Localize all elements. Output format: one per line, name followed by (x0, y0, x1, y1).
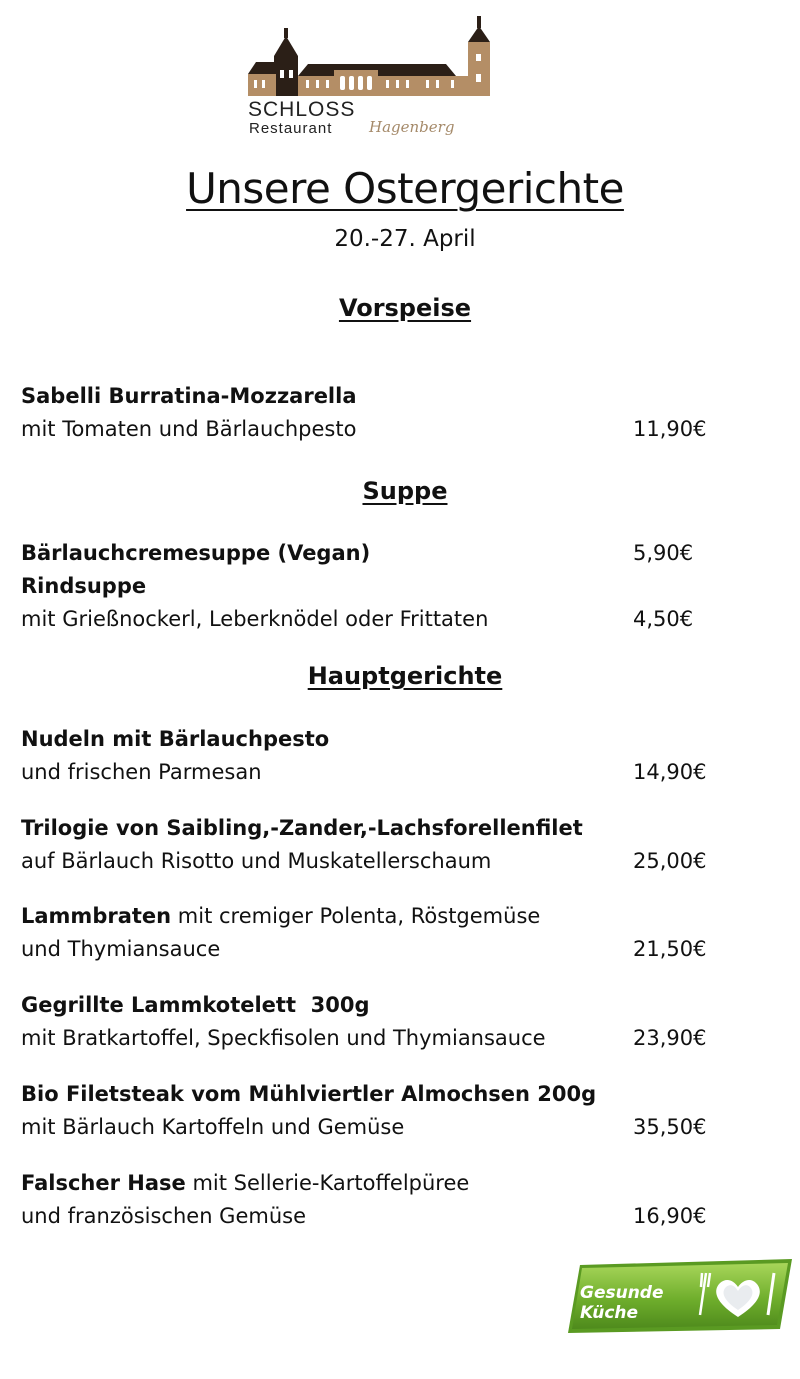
dish-description: und Thymiansauce (21, 937, 221, 961)
section-heading-vorspeise: Vorspeise (338, 294, 472, 322)
dish-description: mit Bratkartoffel, Speckfisolen und Thymiansauce (21, 1026, 546, 1050)
page-title: Unsere Ostergerichte (186, 164, 624, 213)
dish-description: und französischen Gemüse (21, 1204, 306, 1228)
logo-subtitle: Restaurant (249, 120, 333, 137)
dish-price: 25,00€ (633, 849, 707, 873)
logo-name: SCHLOSS (248, 98, 356, 121)
dish-price: 4,50€ (633, 607, 694, 631)
dish-title-line (21, 1168, 469, 1198)
date-range: 20.-27. April (334, 226, 476, 252)
badge-line-2: Küche (580, 1303, 639, 1323)
dish-description: und frischen Parmesan (21, 760, 262, 784)
dish-name: Rindsuppe (21, 574, 147, 598)
badge-text (580, 1283, 664, 1323)
logo-script: Hagenberg (369, 118, 455, 136)
section-heading-suppe: Suppe (362, 477, 448, 505)
dish-price: 11,90€ (633, 417, 707, 441)
dish-name-rest: mit Sellerie-Kartoffelpüree (185, 1171, 470, 1195)
dish-price: 5,90€ (633, 541, 694, 565)
dish-name: Bärlauchcremesuppe (Vegan) (21, 541, 371, 565)
dish-name: Sabelli Burratina-Mozzarella (21, 384, 357, 408)
dish-description: mit Bärlauch Kartoffeln und Gemüse (21, 1115, 405, 1139)
gesunde-kueche-badge (566, 1259, 798, 1335)
dish-name-rest: mit cremiger Polenta, Röstgemüse (171, 904, 541, 928)
dish-price: 16,90€ (633, 1204, 707, 1228)
dish-price: 21,50€ (633, 937, 707, 961)
castle-icon (246, 14, 496, 104)
dish-name: Lammbraten (21, 904, 172, 928)
dish-price: 14,90€ (633, 760, 707, 784)
dish-price: 23,90€ (633, 1026, 707, 1050)
dish-description: mit Tomaten und Bärlauchpesto (21, 417, 357, 441)
dish-name: Bio Filetsteak vom Mühlviertler Almochsen 200g (21, 1082, 597, 1106)
section-heading-hauptgerichte: Hauptgerichte (307, 662, 503, 690)
dish-name: Falscher Hase (21, 1171, 186, 1195)
dish-name: Trilogie von Saibling,-Zander,-Lachsforellenfilet (21, 816, 583, 840)
dish-name: Gegrillte Lammkotelett 300g (21, 993, 370, 1017)
restaurant-logo (246, 14, 496, 146)
badge-line-1: Gesunde (580, 1283, 664, 1303)
dish-price: 35,50€ (633, 1115, 707, 1139)
dish-name: Nudeln mit Bärlauchpesto (21, 727, 330, 751)
dish-description: mit Grießnockerl, Leberknödel oder Frittaten (21, 607, 489, 631)
dish-description: auf Bärlauch Risotto und Muskatellerschaum (21, 849, 492, 873)
dish-title-line (21, 901, 540, 931)
